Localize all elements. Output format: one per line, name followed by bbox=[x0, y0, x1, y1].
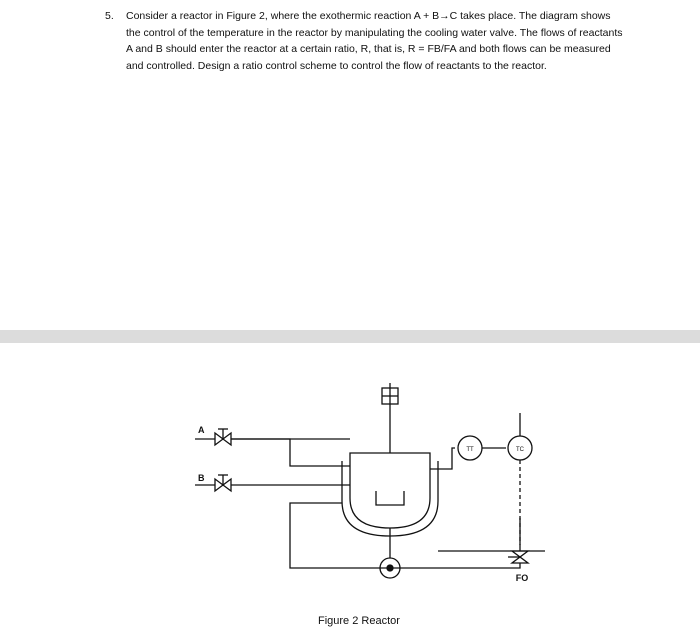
stream-b-valve bbox=[215, 475, 231, 491]
cooling-water-valve bbox=[508, 551, 528, 563]
question-5 bbox=[105, 8, 625, 74]
agitator-motor bbox=[382, 383, 398, 409]
stream-a-label: A bbox=[198, 425, 205, 435]
question-number: 5. bbox=[105, 10, 114, 22]
reactor-diagram bbox=[190, 373, 570, 583]
temperature-controller-label: TC bbox=[516, 447, 524, 453]
valve-fail-label: FO bbox=[515, 573, 529, 583]
stream-a-pipe bbox=[231, 439, 350, 466]
document-page-2 bbox=[0, 343, 700, 636]
pump-discharge bbox=[400, 518, 520, 568]
figure-caption: Figure 2 Reactor bbox=[318, 615, 400, 627]
temperature-transmitter-label: TT bbox=[466, 447, 474, 453]
stream-a-valve bbox=[215, 429, 231, 445]
question-text: Consider a reactor in Figure 2, where the exothermic reaction A + B→C takes place. The diagram shows the control of the temperature in the reactor by manipulating the cooling water valve. The flows of reactants A and B should enter the reactor at a certain ratio, R, that is, R = FB/FA and both flows can be measured and controlled. Design a ratio control scheme to control the flow of reactants to the reactor. bbox=[126, 10, 623, 72]
temperature-sensor-line bbox=[430, 448, 455, 469]
reactor-vessel bbox=[350, 453, 430, 528]
pump bbox=[380, 558, 400, 578]
stream-b-label: B bbox=[198, 473, 205, 483]
